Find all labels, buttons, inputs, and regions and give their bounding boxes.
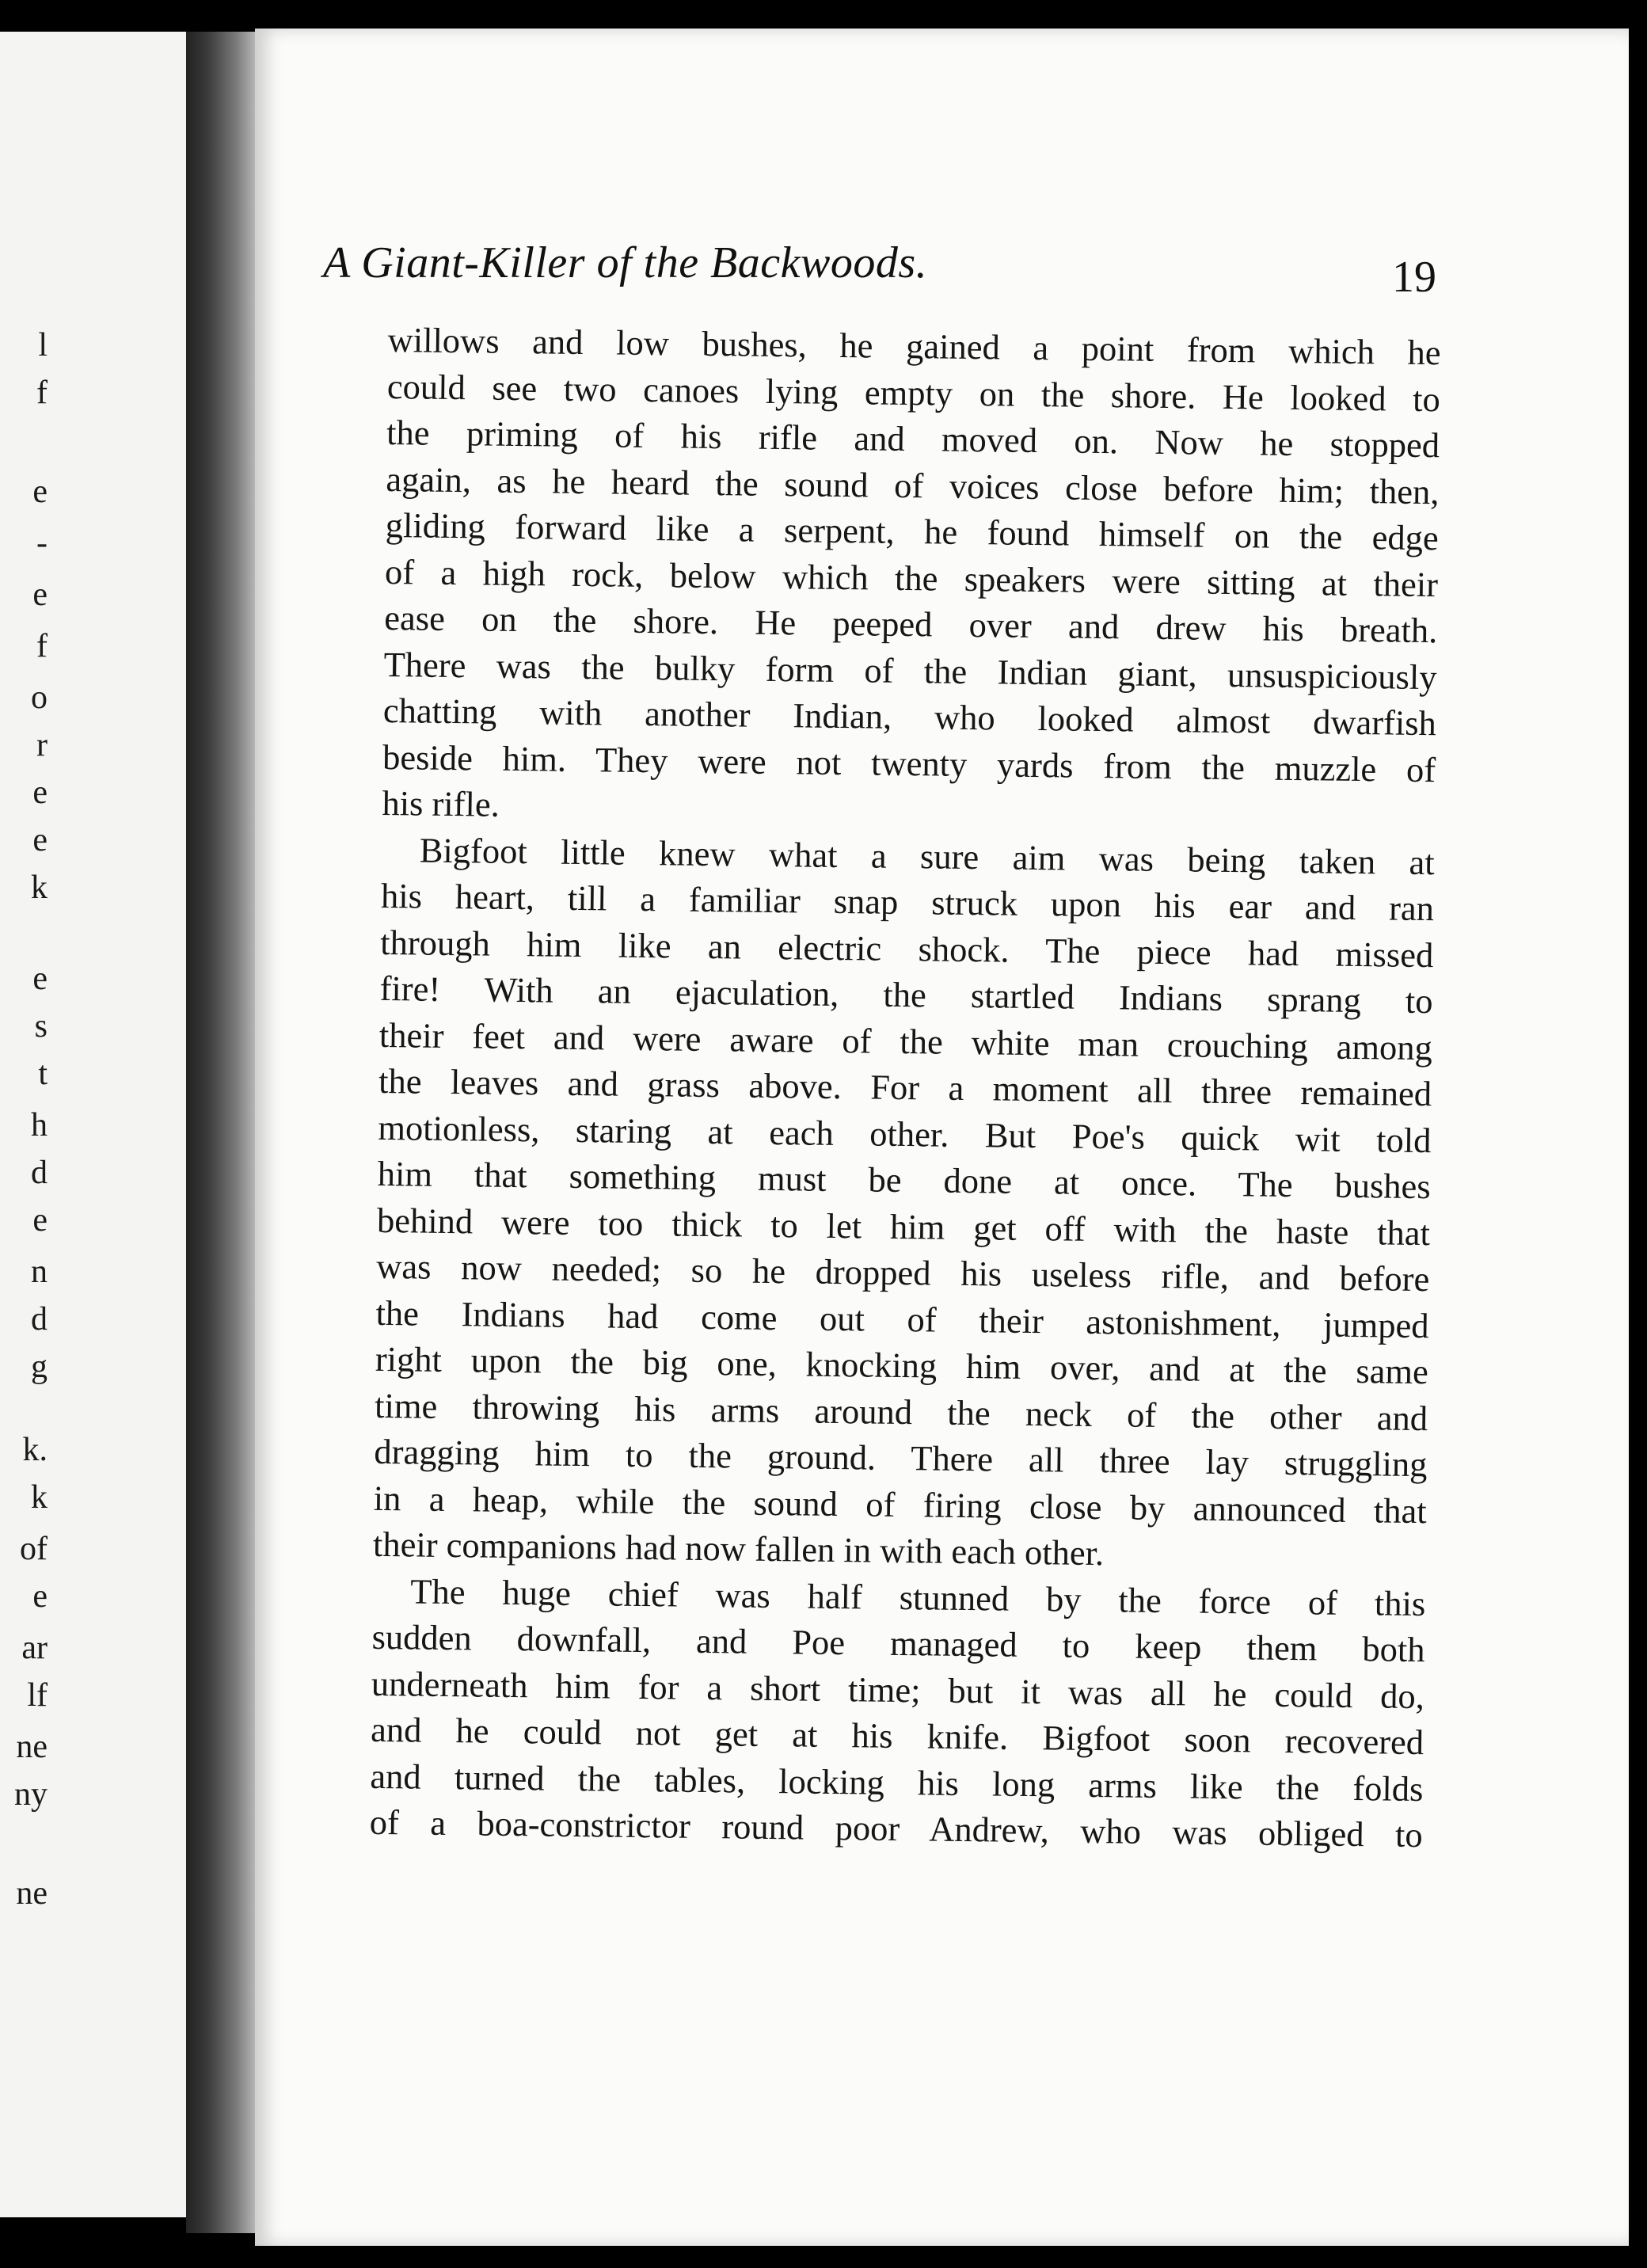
text-line: their companions had now fallen in with each other. — [372, 1524, 1105, 1574]
text-line: of a boa-constrictor round poor Andrew, who was obliged to — [369, 1802, 1423, 1855]
text-line: of a high rock, below which the speakers were sitting at their — [384, 551, 1439, 604]
left-page-fragment: lf — [27, 1677, 48, 1714]
text-line: fire! With an ejaculation, the startled Indians sprang to — [379, 968, 1433, 1022]
left-page-fragment: o — [31, 679, 48, 716]
paragraph — [369, 1567, 1425, 1858]
text-line: ease on the shore. He peeped over and drew his breath. — [384, 597, 1438, 651]
left-page-fragment: h — [31, 1107, 48, 1144]
left-page-fragment: f — [36, 375, 48, 411]
left-page-fragment: e — [32, 774, 48, 811]
text-line: motionless, staring at each other. But Poe's quick wit told — [378, 1107, 1432, 1160]
left-page-fragment: e — [32, 1202, 48, 1239]
text-line: right upon the big one, knocking him over, and at the same — [375, 1338, 1429, 1392]
text-line: There was the bulky form of the Indian giant, unsuspiciously — [383, 644, 1437, 697]
text-line: behind were too thick to let him get off with the haste that — [376, 1200, 1431, 1253]
left-page-fragment: n — [31, 1254, 48, 1290]
text-line: and turned the tables, locking his long arms like the folds — [370, 1756, 1424, 1809]
left-page-fragment: r — [36, 727, 48, 763]
text-line: gliding forward like a serpent, he found himself on the edge — [385, 504, 1439, 558]
text-line: him that something must be done at once. The bushes — [377, 1153, 1431, 1207]
text-line: the Indians had come out of their astonishment, jumped — [375, 1292, 1429, 1345]
left-page-fragment: t — [38, 1056, 48, 1092]
text-line: time throwing his arms around the neck of the other and — [374, 1385, 1428, 1438]
body-text — [369, 317, 1440, 1859]
text-line: sudden downfall, and Poe managed to keep them both — [371, 1616, 1425, 1670]
left-page-fragment: ne — [16, 1729, 48, 1765]
text-line: Bigfoot little knew what a sure aim was being taken at — [419, 830, 1435, 882]
left-page-fragment: ny — [14, 1776, 48, 1813]
left-page-fragment: k. — [22, 1432, 48, 1468]
left-page-fragment: k — [31, 870, 48, 906]
text-line: his heart, till a familiar snap struck upon his ear and ran — [380, 875, 1435, 929]
left-page-fragment: ne — [16, 1875, 48, 1912]
left-page-fragment: e — [32, 822, 48, 858]
left-page-fragment: ar — [21, 1630, 48, 1666]
left-page-fragment: d — [31, 1155, 48, 1191]
running-head — [323, 238, 1115, 288]
paragraph — [373, 826, 1435, 1580]
paragraph — [382, 317, 1441, 839]
left-page-fragment: g — [31, 1349, 48, 1385]
text-line: dragging him to the ground. There all three lay struggling — [374, 1431, 1428, 1485]
left-page-fragment: - — [36, 525, 48, 561]
book-gutter — [186, 32, 257, 2233]
text-line: underneath him for a short time; but it was all he could do, — [371, 1663, 1425, 1716]
left-page-fragment: e — [32, 1578, 48, 1615]
text-line: chatting with another Indian, who looked almost dwarfish — [382, 690, 1437, 744]
text-line: his rifle. — [382, 782, 500, 824]
text-line: beside him. They were not twenty yards from the muzzle of — [382, 736, 1436, 790]
left-facing-page-edge — [0, 32, 190, 2217]
text-line: their feet and were aware of the white man crouching among — [378, 1014, 1433, 1067]
text-line: was now needed; so he dropped his useless rifle, and before — [376, 1246, 1430, 1300]
running-head-title: A Giant-Killer of the Backwoods. — [323, 238, 928, 287]
left-page-fragment: of — [20, 1531, 48, 1567]
left-page-fragment: e — [32, 961, 48, 997]
page-number: 19 — [1392, 253, 1436, 302]
text-line: the leaves and grass above. For a moment all three remained — [378, 1060, 1432, 1114]
text-line: willows and low bushes, he gained a point from which he — [387, 319, 1441, 373]
left-page-fragment: s — [34, 1008, 48, 1045]
text-line: the priming of his rifle and moved on. Now he stopped — [386, 412, 1440, 466]
text-line: and he could not get at his knife. Bigfoot soon recovered — [370, 1709, 1424, 1763]
text-line: The huge chief was half stunned by the force of this — [410, 1570, 1426, 1623]
left-page-fragment: f — [36, 628, 48, 664]
left-page-fragment: k — [31, 1479, 48, 1516]
text-line: through him like an electric shock. The piece had missed — [380, 922, 1434, 975]
left-page-fragment: l — [38, 327, 48, 363]
left-page-fragment: d — [31, 1301, 48, 1338]
left-page-fragment: e — [32, 474, 48, 510]
left-page-fragment: e — [32, 577, 48, 613]
text-line: in a heap, while the sound of firing close by announced that — [373, 1478, 1427, 1531]
text-line: could see two canoes lying empty on the shore. He looked to — [386, 366, 1441, 419]
text-line: again, as he heard the sound of voices close before him; then, — [386, 459, 1440, 512]
